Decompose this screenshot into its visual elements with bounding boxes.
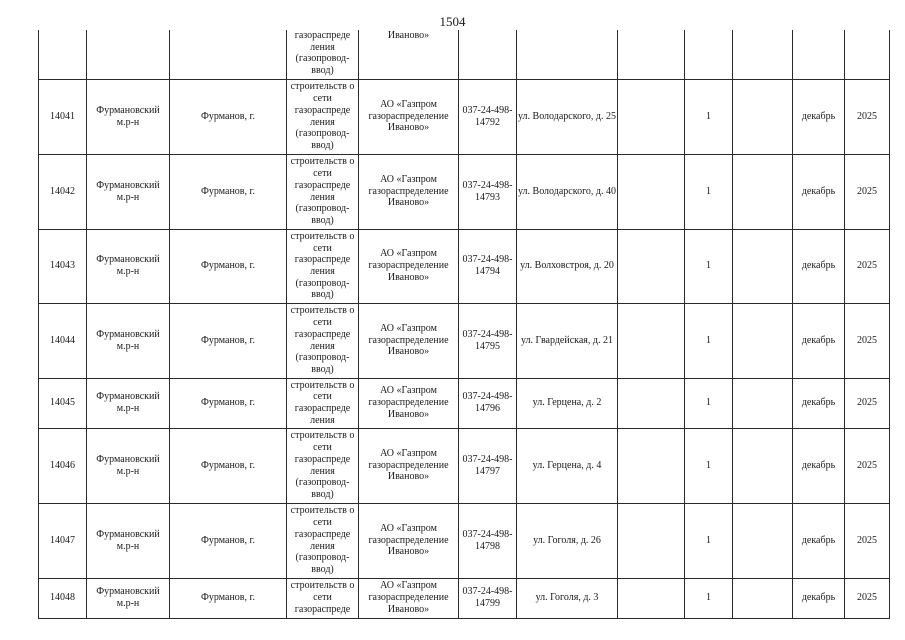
- district-cell: Фурмановский м.р-н: [87, 303, 170, 378]
- district-cell: Фурмановский м.р-н: [87, 428, 170, 503]
- empty-cell: [733, 229, 793, 303]
- work-type-cell: строительств о сети газораспреде ления (газопровод-ввод): [287, 154, 359, 229]
- year-cell: 2025: [845, 303, 890, 378]
- locality-cell: Фурманов, г.: [170, 303, 287, 378]
- empty-cell: [618, 503, 685, 578]
- empty-cell: [618, 428, 685, 503]
- month-cell: декабрь: [793, 79, 845, 154]
- row-number-cell: 14045: [39, 378, 87, 428]
- locality-cell: Фурманов, г.: [170, 378, 287, 428]
- table-row: [39, 428, 890, 503]
- work-type-cell: строительств о сети газораспреде ления (газопровод-ввод): [287, 229, 359, 303]
- work-type-cell: строительств о сети газораспреде: [287, 578, 359, 618]
- month-cell: декабрь: [793, 503, 845, 578]
- code-cell: 037-24-498-14792: [459, 79, 517, 154]
- code-cell: 037-24-498-14799: [459, 578, 517, 618]
- work-type-cell: строительств о сети газораспреде ления (газопровод-ввод): [287, 503, 359, 578]
- work-type-cell: строительств о сети газораспреде ления (газопровод-ввод): [287, 79, 359, 154]
- table-row: [39, 378, 890, 428]
- empty-cell: [733, 428, 793, 503]
- year-cell: 2025: [845, 578, 890, 618]
- empty-cell: [618, 154, 685, 229]
- code-cell: 037-24-498-14795: [459, 303, 517, 378]
- locality-cell: Фурманов, г.: [170, 229, 287, 303]
- district-cell: Фурмановский м.р-н: [87, 229, 170, 303]
- empty-cell: [733, 503, 793, 578]
- table-row: [39, 229, 890, 303]
- quantity-cell: 1: [685, 154, 733, 229]
- month-cell: декабрь: [793, 378, 845, 428]
- locality-cell: Фурманов, г.: [170, 503, 287, 578]
- month-cell: декабрь: [793, 578, 845, 618]
- address-cell: ул. Герцена, д. 4: [517, 428, 618, 503]
- quantity-cell: 1: [685, 378, 733, 428]
- empty-cell: [733, 154, 793, 229]
- quantity-cell: 1: [685, 79, 733, 154]
- table-row: [39, 79, 890, 154]
- code-cell: 037-24-498-14794: [459, 229, 517, 303]
- work-type-cell: газораспреде ления (газопровод-ввод): [287, 30, 359, 79]
- year-cell: 2025: [845, 79, 890, 154]
- work-type-cell: строительств о сети газораспреде ления (газопровод-ввод): [287, 428, 359, 503]
- year-cell: 2025: [845, 229, 890, 303]
- quantity-cell: 1: [685, 229, 733, 303]
- table-row: [39, 578, 890, 618]
- district-cell: Фурмановский м.р-н: [87, 378, 170, 428]
- code-cell: 037-24-498-14797: [459, 428, 517, 503]
- district-cell: Фурмановский м.р-н: [87, 154, 170, 229]
- month-cell: декабрь: [793, 303, 845, 378]
- address-cell: ул. Гвардейская, д. 21: [517, 303, 618, 378]
- month-cell: декабрь: [793, 154, 845, 229]
- organization-cell: АО «Газпром газораспределение Иваново»: [359, 578, 459, 618]
- empty-cell: [618, 578, 685, 618]
- table-row: [39, 503, 890, 578]
- table-row: [39, 154, 890, 229]
- quantity-cell: 1: [685, 303, 733, 378]
- empty-cell: [733, 378, 793, 428]
- organization-cell: Иваново»: [359, 30, 459, 79]
- locality-cell: Фурманов, г.: [170, 79, 287, 154]
- district-cell: Фурмановский м.р-н: [87, 578, 170, 618]
- address-cell: ул. Володарского, д. 40: [517, 154, 618, 229]
- address-cell: ул. Гоголя, д. 26: [517, 503, 618, 578]
- quantity-cell: 1: [685, 578, 733, 618]
- district-cell: Фурмановский м.р-н: [87, 79, 170, 154]
- work-type-cell: строительств о сети газораспреде ления: [287, 378, 359, 428]
- empty-cell: [618, 229, 685, 303]
- row-number-cell: 14048: [39, 578, 87, 618]
- page-number: 1504: [439, 14, 466, 29]
- work-type-cell: строительств о сети газораспреде ления (газопровод-ввод): [287, 303, 359, 378]
- quantity-cell: 1: [685, 428, 733, 503]
- address-cell: ул. Волховстроя, д. 20: [517, 229, 618, 303]
- organization-cell: АО «Газпром газораспределение Иваново»: [359, 154, 459, 229]
- year-cell: 2025: [845, 378, 890, 428]
- empty-cell: [733, 79, 793, 154]
- code-cell: 037-24-498-14793: [459, 154, 517, 229]
- locality-cell: Фурманов, г.: [170, 578, 287, 618]
- registry-table: [38, 30, 890, 619]
- code-cell: 037-24-498-14796: [459, 378, 517, 428]
- row-number-cell: 14042: [39, 154, 87, 229]
- address-cell: ул. Гоголя, д. 3: [517, 578, 618, 618]
- row-number-cell: 14047: [39, 503, 87, 578]
- quantity-cell: 1: [685, 503, 733, 578]
- organization-cell: АО «Газпром газораспределение Иваново»: [359, 229, 459, 303]
- year-cell: 2025: [845, 503, 890, 578]
- empty-cell: [618, 378, 685, 428]
- month-cell: декабрь: [793, 229, 845, 303]
- organization-cell: АО «Газпром газораспределение Иваново»: [359, 79, 459, 154]
- address-cell: ул. Герцена, д. 2: [517, 378, 618, 428]
- row-number-cell: 14043: [39, 229, 87, 303]
- continuation-row: [39, 30, 890, 79]
- organization-cell: АО «Газпром газораспределение Иваново»: [359, 378, 459, 428]
- organization-cell: АО «Газпром газораспределение Иваново»: [359, 303, 459, 378]
- district-cell: Фурмановский м.р-н: [87, 503, 170, 578]
- year-cell: 2025: [845, 428, 890, 503]
- code-cell: 037-24-498-14798: [459, 503, 517, 578]
- month-cell: декабрь: [793, 428, 845, 503]
- row-number-cell: 14046: [39, 428, 87, 503]
- empty-cell: [733, 578, 793, 618]
- row-number-cell: 14044: [39, 303, 87, 378]
- row-number-cell: 14041: [39, 79, 87, 154]
- year-cell: 2025: [845, 154, 890, 229]
- table-row: [39, 303, 890, 378]
- organization-cell: АО «Газпром газораспределение Иваново»: [359, 428, 459, 503]
- locality-cell: Фурманов, г.: [170, 154, 287, 229]
- locality-cell: Фурманов, г.: [170, 428, 287, 503]
- empty-cell: [733, 303, 793, 378]
- empty-cell: [618, 79, 685, 154]
- organization-cell: АО «Газпром газораспределение Иваново»: [359, 503, 459, 578]
- empty-cell: [618, 303, 685, 378]
- address-cell: ул. Володарского, д. 25: [517, 79, 618, 154]
